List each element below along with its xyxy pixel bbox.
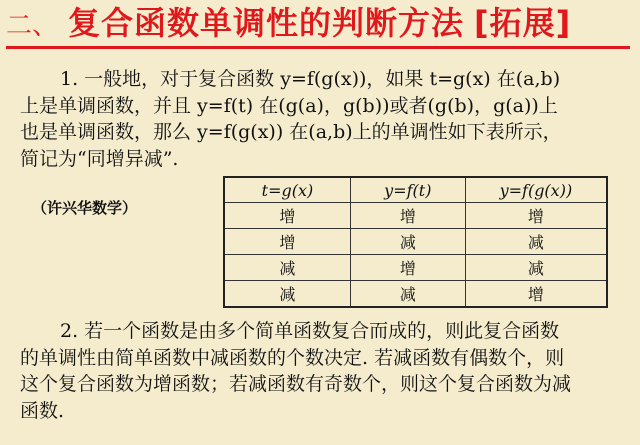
table-cell: 增 (350, 255, 465, 281)
table-row (224, 229, 607, 255)
table-cell: 增 (465, 281, 607, 308)
paragraph-1-line: 也是单调函数，那么 y=f(g(x)) 在(a,b)上的单调性如下表所示， (20, 121, 562, 143)
source-credit: （许兴华数学） (32, 199, 138, 217)
table-row (224, 281, 607, 308)
paragraph-2-line: 函数. (20, 399, 65, 422)
paragraph-1 (20, 66, 635, 172)
table-cell: 减 (465, 229, 607, 255)
table-cell: 减 (465, 255, 607, 281)
paragraph-2-line: 这个复合函数为增函数；若减函数有奇数个，则这个复合函数为减 (20, 373, 572, 395)
section-title: 复合函数单调性的判断方法 (68, 4, 465, 42)
table-header-cell: y=f(t) (350, 177, 465, 203)
paragraph-1-line: 简记为“同增异减”. (20, 147, 179, 170)
table-cell: 减 (224, 255, 350, 281)
paragraph-1-line: 1. 一般地，对于复合函数 y=f(g(x))，如果 t=g(x) 在(a,b) (60, 68, 561, 90)
table-cell: 减 (350, 229, 465, 255)
table-cell: 增 (224, 229, 350, 255)
paragraph-2-line: 的单调性由简单函数中减函数的个数决定. 若减函数有偶数个，则 (20, 346, 565, 369)
table-row (224, 203, 607, 229)
section-heading (6, 2, 634, 54)
table-cell: 增 (224, 203, 350, 229)
table-header-cell: y=f(g(x)) (465, 177, 607, 203)
paragraph-2-line: 2. 若一个函数是由多个简单函数复合而成的，则此复合函数 (60, 320, 560, 342)
table-header-cell: t=g(x) (224, 177, 350, 203)
table-cell: 减 (224, 281, 350, 308)
paragraph-2 (20, 318, 635, 424)
monotonicity-table (223, 176, 608, 308)
heading-underline (6, 46, 630, 49)
table-header-row (224, 177, 607, 203)
table-cell: 减 (350, 281, 465, 308)
section-number: 二、 (6, 11, 59, 41)
section-tag: [拓展] (474, 4, 572, 42)
table-cell: 增 (350, 203, 465, 229)
table-cell: 增 (465, 203, 607, 229)
table-row (224, 255, 607, 281)
paragraph-1-line: 上是单调函数，并且 y=f(t) 在(g(a)，g(b))或者(g(b)，g(a))上 (20, 94, 558, 117)
